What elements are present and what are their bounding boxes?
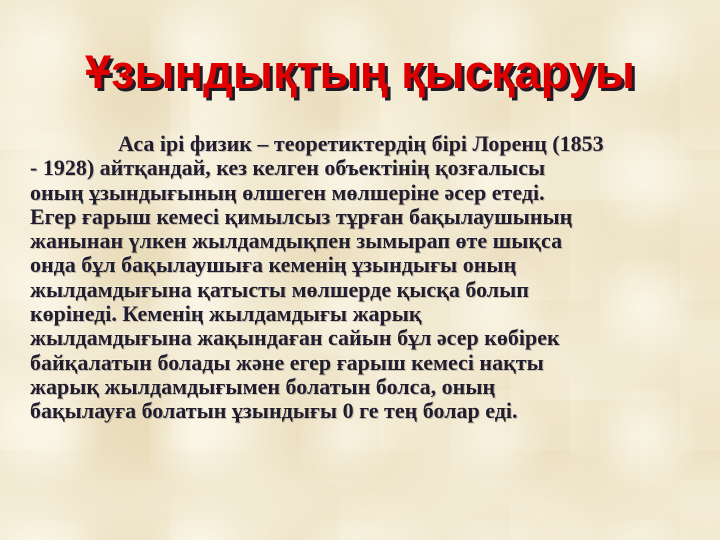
body-text-line: жанынан үлкен жылдамдықпен зымырап өте шықса <box>30 228 563 254</box>
body-text-line: жылдамдығына қатысты мөлшерде қысқа болып <box>30 276 529 302</box>
body-text-line: жарық жылдамдығымен болатын болса, оның <box>30 373 496 399</box>
slide-body-text <box>30 132 700 424</box>
body-text-line: жылдамдығына жақындаған сайын бұл әсер көбірек <box>30 325 560 351</box>
body-text-line: бақылауға болатын ұзындығы 0 ге тең болар еді. <box>30 398 518 424</box>
body-text-line: оның ұзындығының өлшеген мөлшеріне әсер етеді. <box>30 179 545 205</box>
slide-title: Ұзындықтың қысқаруы <box>85 45 635 98</box>
body-text-line: - 1928) айтқандай, кез келген объектінің қозғалысы <box>30 155 546 181</box>
body-text-line: Егер ғарыш кемесі қимылсыз тұрған бақылаушының <box>30 203 573 229</box>
body-text-line: көрінеді. Кеменің жылдамдығы жарық <box>30 301 422 327</box>
body-text-line: Аса ірі физик – теоретиктердің бірі Лоренц (1853 <box>118 131 604 156</box>
body-text-line: байқалатын болады және егер ғарыш кемесі нақты <box>30 349 544 375</box>
body-text-line: онда бұл бақылаушыға кеменің ұзындығы оның <box>30 252 517 278</box>
